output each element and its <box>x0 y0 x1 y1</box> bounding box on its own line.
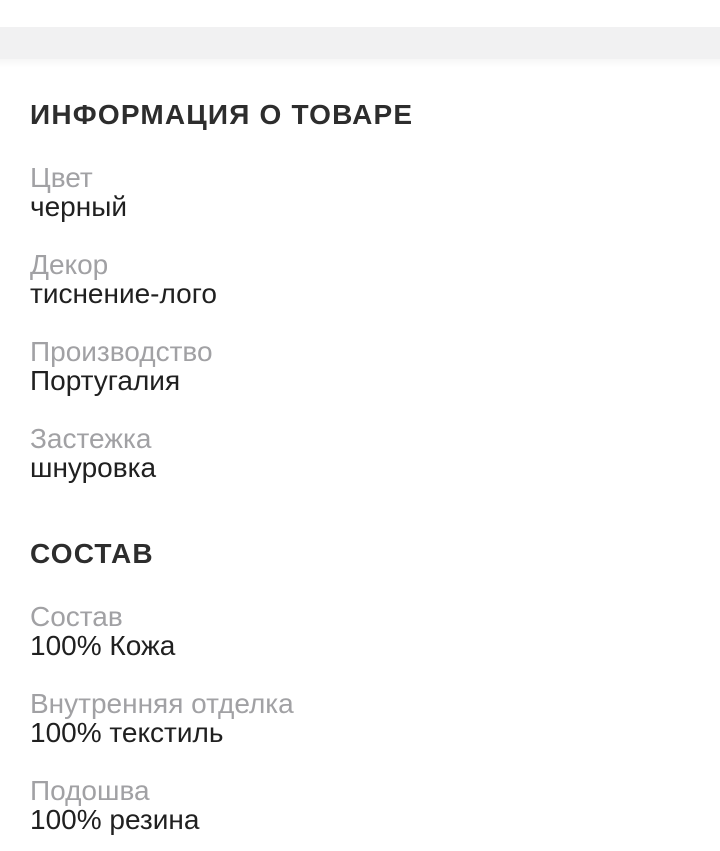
spec-row-sole <box>30 776 690 834</box>
spec-row-composition <box>30 602 690 660</box>
spec-value: 100% резина <box>30 804 200 835</box>
spec-label: Декор <box>30 249 109 280</box>
section-title-composition: СОСТАВ <box>30 538 154 569</box>
spec-row-color <box>30 163 690 221</box>
spec-label: Производство <box>30 336 213 367</box>
spec-label: Подошва <box>30 775 150 806</box>
product-info-section <box>30 99 690 482</box>
spec-label: Состав <box>30 601 123 632</box>
product-details-content <box>0 99 720 834</box>
section-divider-bar <box>0 27 720 59</box>
spec-label: Цвет <box>30 162 93 193</box>
page-top-spacer <box>0 0 720 27</box>
composition-section <box>30 538 690 834</box>
spec-value: 100% текстиль <box>30 717 224 748</box>
spec-label: Внутренняя отделка <box>30 688 294 719</box>
spec-value: Португалия <box>30 365 181 396</box>
spec-value: 100% Кожа <box>30 630 176 661</box>
spec-row-fastening <box>30 424 690 482</box>
spec-value: черный <box>30 191 127 222</box>
section-title-product-info: ИНФОРМАЦИЯ О ТОВАРЕ <box>30 99 414 130</box>
spec-value: тиснение-лого <box>30 278 217 309</box>
spec-row-decor <box>30 250 690 308</box>
spec-row-manufacture <box>30 337 690 395</box>
spec-row-lining <box>30 689 690 747</box>
spec-value: шнуровка <box>30 452 157 483</box>
spec-label: Застежка <box>30 423 152 454</box>
